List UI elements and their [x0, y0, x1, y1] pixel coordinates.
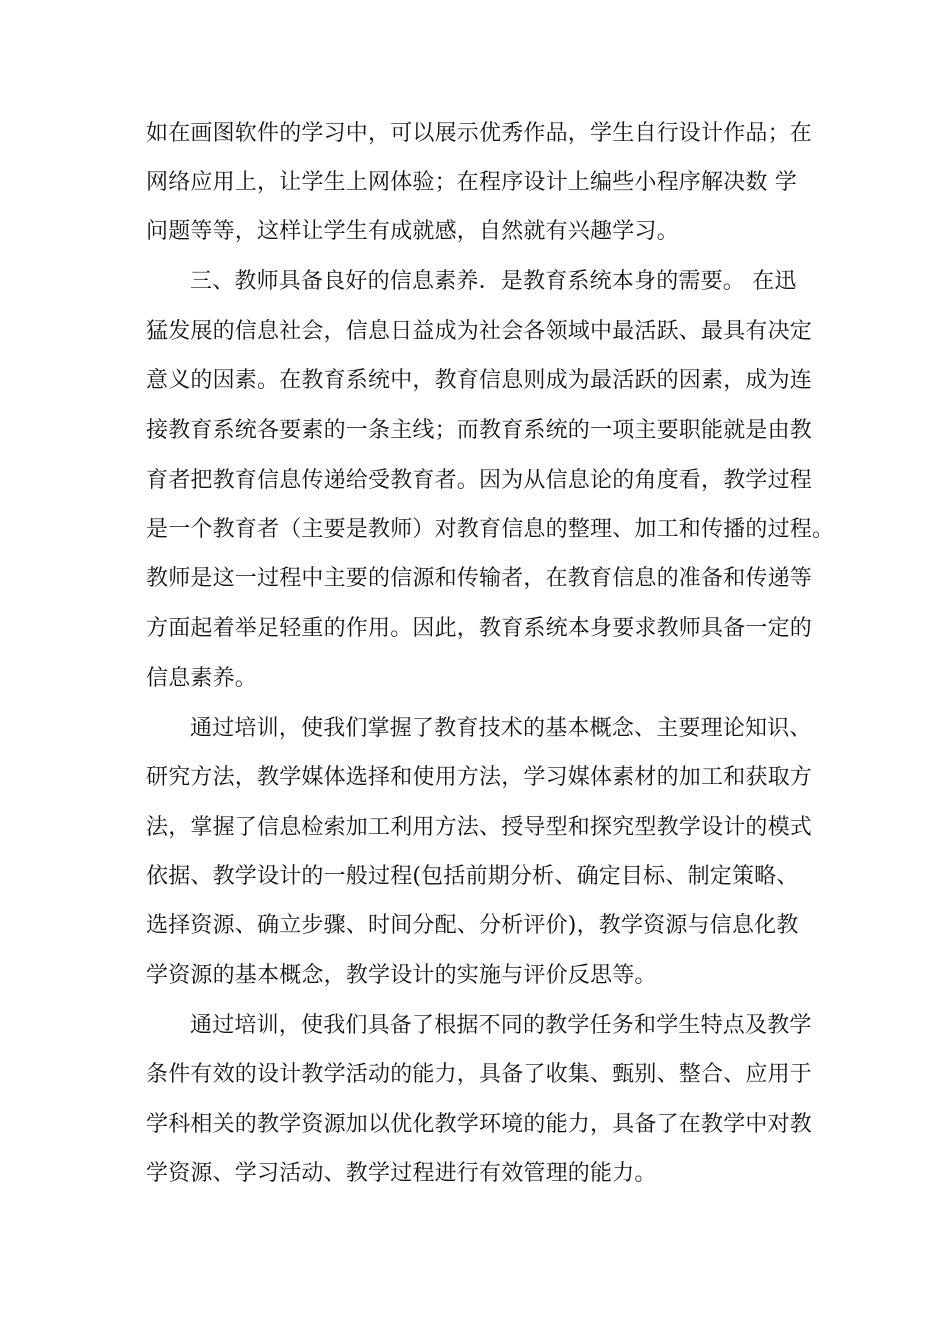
paragraph-2-line-7: 教师是这一过程中主要的信源和传输者，在教育信息的准备和传递等	[146, 566, 813, 591]
paragraph-3-line-2: 研究方法，教学媒体选择和使用方法，学习媒体素材的加工和获取方	[146, 765, 813, 790]
paragraph-2-line-4: 接教育系统各要素的一条主线；而教育系统的一项主要职能就是由教	[146, 418, 813, 443]
paragraph-2-line-1: 三、教师具备良好的信息素养．是教育系统本身的需要。 在迅	[190, 269, 797, 294]
paragraph-1-line-2: 网络应用上，让学生上网体验；在程序设计上编些小程序解决数 学	[146, 170, 797, 195]
paragraph-2-line-2: 猛发展的信息社会，信息日益成为社会各领域中最活跃、最具有决定	[146, 319, 813, 344]
paragraph-1-line-3: 问题等等，这样让学生有成就感，自然就有兴趣学习。	[146, 219, 679, 244]
paragraph-3-line-6: 学资源的基本概念，教学设计的实施与评价反思等。	[146, 963, 657, 988]
paragraph-2-line-8: 方面起着举足轻重的作用。因此，教育系统本身要求教师具备一定的	[146, 616, 813, 641]
paragraph-2-line-9: 信息素养。	[146, 666, 258, 691]
paragraph-4-line-3: 学科相关的教学资源加以优化教学环境的能力，具备了在教学中对教	[146, 1112, 813, 1137]
paragraph-3-line-1: 通过培训，使我们掌握了教育技术的基本概念、主要理论知识、	[190, 716, 812, 741]
paragraph-2-line-6: 是一个教育者（主要是教师）对教育信息的整理、加工和传播的过程。	[146, 517, 835, 542]
paragraph-3-line-3: 法，掌握了信息检索加工利用方法、授导型和探究型教学设计的模式	[146, 815, 813, 840]
paragraph-3-line-5: 选择资源、确立步骤、时间分配、分析评价)，教学资源与信息化教	[146, 913, 799, 938]
paragraph-2-line-3: 意义的因素。在教育系统中，教育信息则成为最活跃的因素，成为连	[146, 368, 813, 393]
paragraph-2-line-5: 育者把教育信息传递给受教育者。因为从信息论的角度看，教学过程	[146, 468, 813, 493]
paragraph-4-line-2: 条件有效的设计教学活动的能力，具备了收集、甄别、整合、应用于	[146, 1062, 813, 1087]
paragraph-1-line-1: 如在画图软件的学习中，可以展示优秀作品，学生自行设计作品；在	[146, 121, 813, 146]
paragraph-4-line-4: 学资源、学习活动、教学过程进行有效管理的能力。	[146, 1161, 657, 1186]
paragraph-3-line-4: 依据、教学设计的一般过程(包括前期分析、确定目标、制定策略、	[146, 864, 799, 889]
paragraph-4-line-1: 通过培训，使我们具备了根据不同的教学任务和学生特点及教学	[190, 1013, 812, 1038]
